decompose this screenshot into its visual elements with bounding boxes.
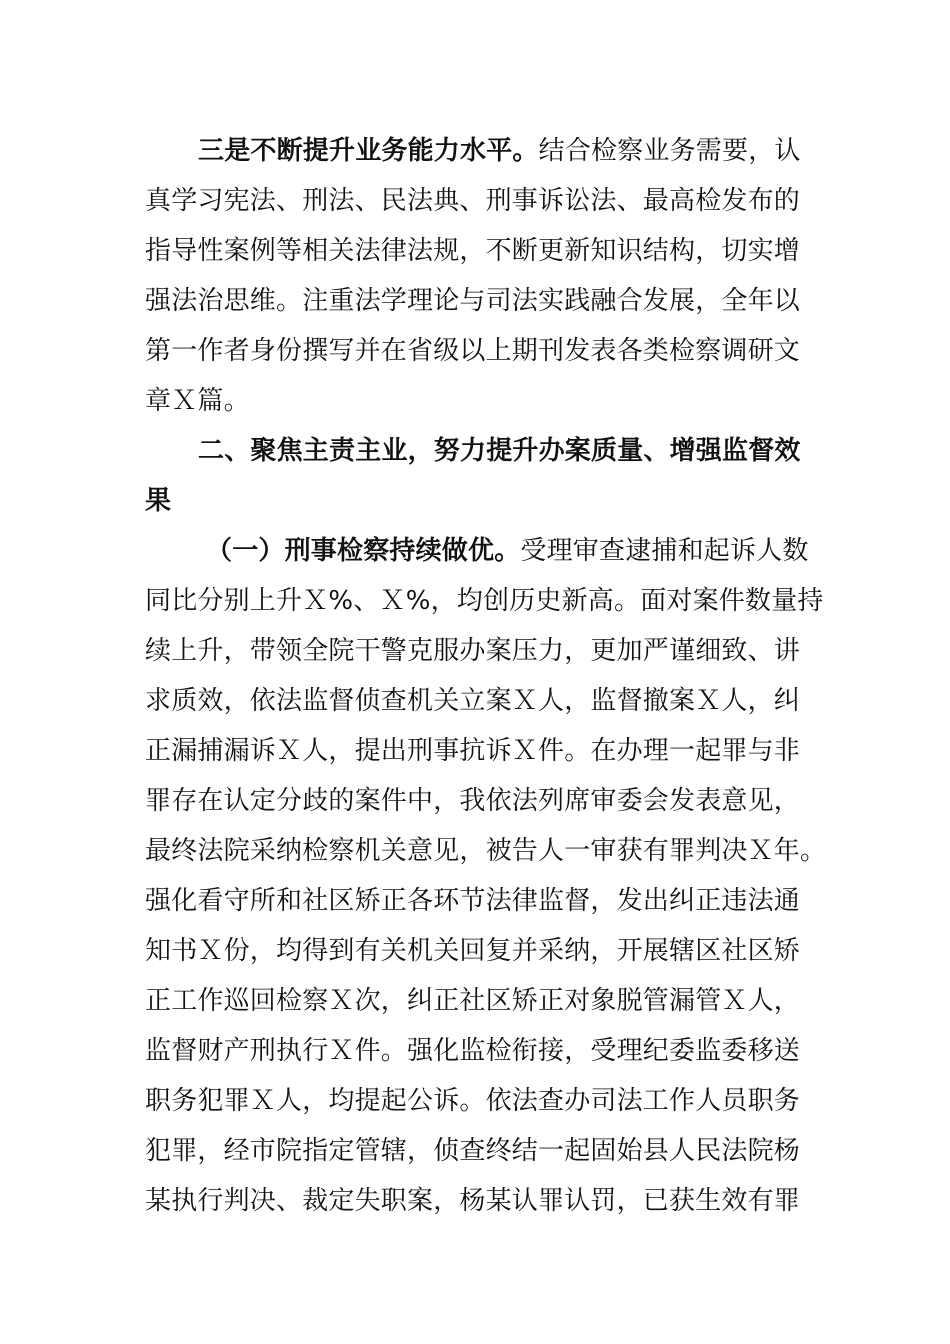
paragraph-line: 章Ｘ篇。 — [145, 386, 250, 416]
subsection-line: 知书Ｘ份，均得到有关机关回复并采纳，开展辖区社区矫 — [145, 936, 801, 966]
subsection-line: 正漏捕漏诉Ｘ人，提出刑事抗诉Ｘ件。在办理一起罪与非 — [145, 736, 801, 766]
subsection-line: 正工作巡回检察Ｘ次，纠正社区矫正对象脱管漏管Ｘ人， — [145, 986, 801, 1016]
subsection-line: 犯罪，经市院指定管辖，侦查终结一起固始县人民法院杨 — [145, 1136, 801, 1166]
paragraph-line: 指导性案例等相关法律法规，不断更新知识结构，切实增 — [145, 236, 801, 266]
subsection-text: 受理审查逮捕和起诉人数 — [520, 536, 809, 566]
subsection-line: 续上升，带领全院干警克服办案压力，更加严谨细致、讲 — [145, 636, 801, 666]
subsection-lead-bold: （一）刑事检察持续做优。 — [206, 536, 521, 566]
paragraph-line — [198, 134, 801, 168]
subsection-line: 强化看守所和社区矫正各环节法律监督，发出纠正违法通 — [145, 886, 801, 916]
paragraph-text: 结合检察业务需要，认 — [538, 136, 801, 166]
subsection-line — [206, 534, 809, 568]
subsection-line: 罪存在认定分歧的案件中，我依法列席审委会发表意见， — [145, 786, 801, 816]
subsection-line: 监督财产刑执行Ｘ件。强化监检衔接，受理纪委监委移送 — [145, 1036, 801, 1066]
paragraph-line: 真学习宪法、刑法、民法典、刑事诉讼法、最高检发布的 — [145, 186, 801, 216]
subsection-line: 职务犯罪Ｘ人，均提起公诉。依法查办司法工作人员职务 — [145, 1086, 801, 1116]
subsection-line: 最终法院采纳检察机关意见，被告人一审获有罪判决Ｘ年。 — [145, 836, 827, 866]
paragraph-line: 第一作者身份撰写并在省级以上期刊发表各类检察调研文 — [145, 336, 801, 366]
section-heading-continued: 果 — [145, 486, 172, 516]
subsection-line: 某执行判决、裁定失职案，杨某认罪认罚，已获生效有罪 — [145, 1186, 801, 1216]
subsection-line: 求质效，依法监督侦查机关立案Ｘ人，监督撤案Ｘ人，纠 — [145, 686, 801, 716]
section-heading: 二、聚焦主责主业，努力提升办案质量、增强监督效 — [198, 436, 801, 466]
subsection-line: 同比分别上升Ｘ%、Ｘ%，均创历史新高。面对案件数量持 — [145, 586, 824, 616]
paragraph-line: 强法治思维。注重法学理论与司法实践融合发展，全年以 — [145, 286, 801, 316]
paragraph-lead-bold: 三是不断提升业务能力水平。 — [198, 136, 539, 166]
